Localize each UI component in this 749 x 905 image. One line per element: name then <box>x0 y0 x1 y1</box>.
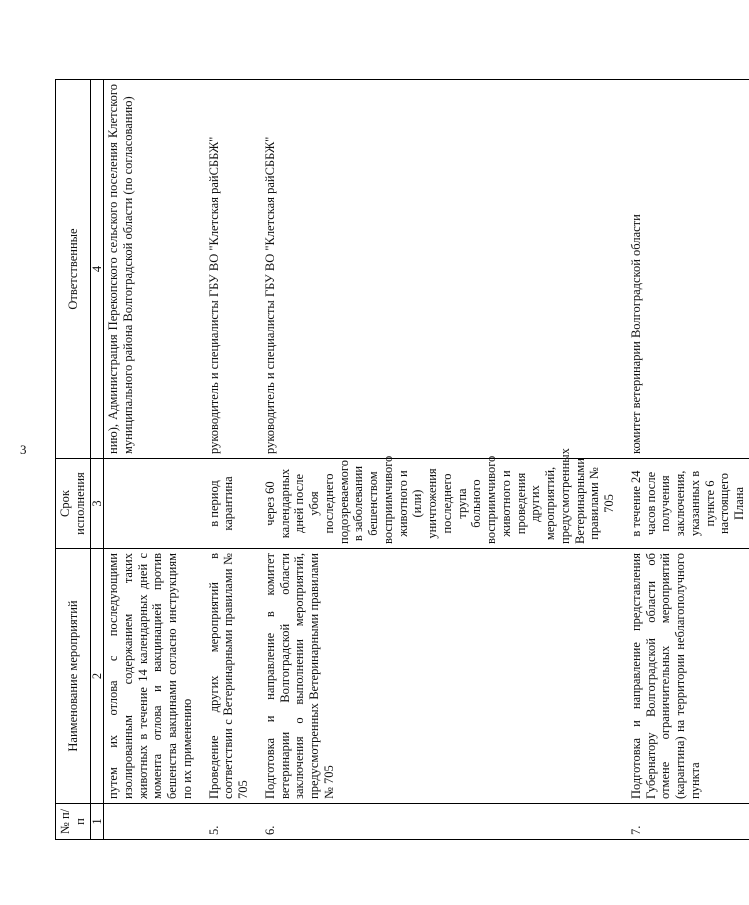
row-number: 6. <box>253 804 619 840</box>
row-number: 7. <box>619 804 749 840</box>
column-number-4: 4 <box>91 80 104 459</box>
header-activity-name: Наименование мероприятий <box>56 549 91 804</box>
row-deadline <box>104 459 197 549</box>
column-number-1: 1 <box>91 804 104 840</box>
row-number: 5. <box>197 804 253 840</box>
header-deadline: Срок исполнения <box>56 459 91 549</box>
column-number-row <box>91 80 104 840</box>
row-deadline: через 60 календарных дней после убоя последнего подозреваемого в заболевании бешенством восприимчивого животного и (или) уничтожения последнего трупа больного восприимчивого животного и проведения других мероприятий, предусмотренных Ветеринарными правилами № 705 <box>253 459 619 549</box>
header-number: № п/п <box>56 804 91 840</box>
plan-table <box>55 79 749 840</box>
column-number-2: 2 <box>91 549 104 804</box>
rotated-page-content <box>55 80 746 840</box>
table-row <box>619 80 749 840</box>
header-responsible: Ответственные <box>56 80 91 459</box>
row-activity: Проведение других мероприятий в соответствии с Ветеринарными правилами № 705 <box>197 549 253 804</box>
column-number-3: 3 <box>91 459 104 549</box>
table-row <box>104 80 197 840</box>
row-responsible: руководитель и специалисты ГБУ ВО "Клетская райСББЖ" <box>253 80 619 459</box>
row-activity: Подготовка и направление в комитет ветеринарии Волгоградской области заключения о выполнении мероприятий, предусмотренных Ветеринарными правилами № 705 <box>253 549 619 804</box>
table-row <box>197 80 253 840</box>
row-responsible: руководитель и специалисты ГБУ ВО "Клетская райСББЖ" <box>197 80 253 459</box>
table-header-row <box>56 80 91 840</box>
row-number <box>104 804 197 840</box>
row-deadline: в период карантина <box>197 459 253 549</box>
row-deadline: в течение 24 часов после получения заключения, указанных в пункте 6 настоящего Плана <box>619 459 749 549</box>
table-row <box>253 80 619 840</box>
page-number: 3 <box>20 442 27 457</box>
row-responsible: нию), Администрация Перекопского сельского поселения Клетского муниципального района Волгоградской области (по согласованию) <box>104 80 197 459</box>
row-activity: путем их отлова с последующими изолированным содержанием таких животных в течение 14 календарных дней с момента отлова и вакцинацией против бешенства вакцинами согласно инструкциям по их применению <box>104 549 197 804</box>
row-activity: Подготовка и направление представления Губернатору Волгоградской области об отмене ограничительных мероприятий (карантина) на территории неблагополучного пункта <box>619 549 749 804</box>
row-responsible: комитет ветеринарии Волгоградской области <box>619 80 749 459</box>
